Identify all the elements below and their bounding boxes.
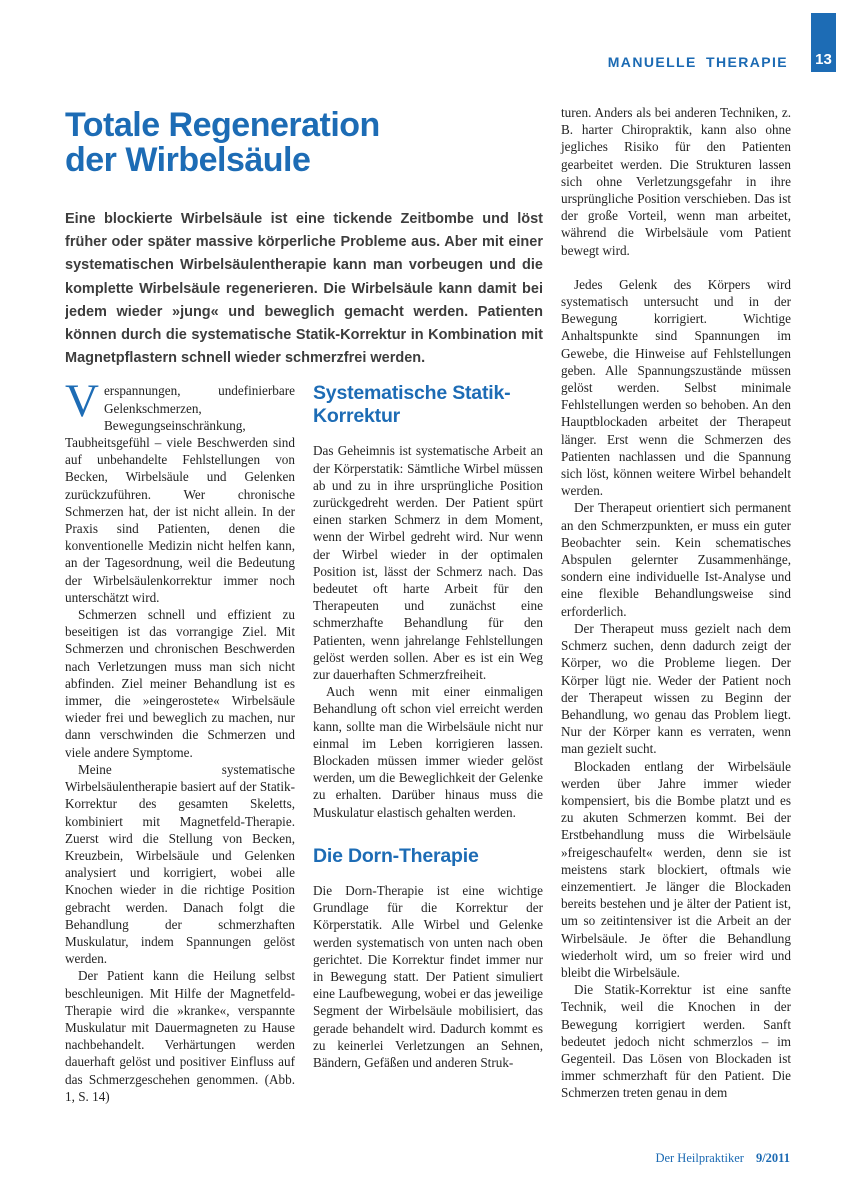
page-number-badge xyxy=(811,13,836,72)
lead-paragraph: Eine blockierte Wirbelsäule ist eine tickende Zeitbombe und löst früher oder später massive körperliche Probleme aus. Aber mit einer systematischen Wirbelsäulentherapie kann man vorbeugen und die komplette Wirbelsäule regenerieren. Die Wirbelsäule kann damit bei jedem wieder »jung« und beweglich gemacht werden. Patienten können durch die systematische Statik-Korrektur in Kombination mit Magnetpflastern schnell wieder schmerzfrei werden. xyxy=(65,211,543,367)
opening-paragraph xyxy=(65,375,295,606)
page-footer xyxy=(655,1151,790,1166)
paragraph: Der Therapeut orientiert sich permanent an den Schmerzpunkten, er muss ein guter Beobachter sein. Kein schematisches Abspulen gelernter Zusammenhänge, sondern eine individuelle Ist-Analyse und eine flexible Behandlungsweise sind erforderlich. xyxy=(561,500,791,619)
paragraph: turen. Anders als bei anderen Techniken, z. B. harter Chiropraktik, kann also ohne jegliches Risiko für den Patienten gearbeitet werden. Die Strukturen lassen sich ohne Verletzungsgefahr in ihre ursprüngliche Position verschieben. Das ist der große Vorteil, wenn man arbeitet, während die Wirbelsäule vom Patient bewegt wird. xyxy=(561,105,791,258)
article-title-line-2: der Wirbelsäule xyxy=(65,141,311,179)
article-title-line-1: Totale Regeneration xyxy=(65,106,380,144)
column-2 xyxy=(313,382,543,1105)
issue-number: 9/2011 xyxy=(755,1151,790,1165)
section-label: MANUELLE THERAPIE xyxy=(607,54,788,70)
paragraph: Auch wenn mit einer einmaligen Behandlung oft schon viel erreicht werden kann, sollte man die Wirbelsäule nicht nur einmal im Leben korrigieren lassen. Blockaden müssen immer wieder gelöst werden, um die Beweglichkeit der Gelenke zu erhalten. Darüber hinaus muss die Muskulatur elastisch gehalten werden. xyxy=(313,684,543,820)
opening-paragraph-text: erspannungen, undefinierbare Gelenkschmerzen, Bewegungseinschränkung, Taubheitsgefühl – viele Beschwerden sind auf unbehandelte Fehlstellungen von Becken, Wirbelsäule und Gelenken zurückzuführen. Wer chronische Schmerzen hat, der ist nicht allein. In der Praxis sind Patienten, denen die konventionelle Medizin nicht helfen kann, an der Tagesordnung, weil die Bedeutung der Wirbelsäulenkorrektur immer noch unterschätzt wird. xyxy=(65,383,295,605)
paragraph: Schmerzen schnell und effizient zu beseitigen ist das vorrangige Ziel. Mit Schmerzen und chronischen Beschwerden nach Verletzungen muss man sich nicht abfinden. Ziel meiner Behandlung ist es immer, die »eingerostete« Wirbelsäule wieder frei und beweglich zu machen, nur dann verschwinden die Schmerzen und viele andere Symptome. xyxy=(65,607,295,760)
paragraph: Die Statik-Korrektur ist eine sanfte Technik, weil die Knochen in der Bewegung korrigiert werden. Sanft bedeutet jedoch nicht schmerzlos – im Gegenteil. Das Lösen von Blockaden ist immer schmerzhaft für den Patient. Die Schmerzen treten genau in dem xyxy=(561,982,791,1101)
paragraph: Der Therapeut muss gezielt nach dem Schmerz suchen, denn dadurch zeigt der Körper, wo die Probleme liegen. Der Körper lügt nie. Weder der Patient noch der Therapeut wissen zu Beginn der Behandlung, wo genau das Problem liegt. Nur der Körper kann es verraten, wenn man gezielt sucht. xyxy=(561,620,791,757)
paragraph: Der Patient kann die Heilung selbst beschleunigen. Mit Hilfe der Magnetfeld-Therapie wird die »kranke«, verspannte Muskulatur mit Dauermagneten zu Hause nachbehandelt. Verhärtungen werden dauerhaft gelöst und positiver Einfluss auf das Schmerzgeschehen genommen. (Abb. 1, S. 14) xyxy=(65,968,295,1104)
column-3 xyxy=(561,104,791,1114)
paragraph: Die Dorn-Therapie ist eine wichtige Grundlage für die Korrektur der Körperstatik. Alle Wirbel und Gelenke werden systematisch von unten nach oben gerichtet. Die Korrektur findet immer nur in Bewegung statt. Der Patient simuliert eine Laufbewegung, wobei er das jeweilige Segment der Wirbelsäule mobilisiert, das gerade behandelt wird. Dadurch kommt es zu keinerlei Verletzungen an Sehnen, Bändern, Gefäßen und anderen Struk- xyxy=(313,882,543,1070)
drop-cap: V xyxy=(65,375,99,428)
article-left-block xyxy=(65,104,543,1114)
article-title xyxy=(65,108,543,178)
paragraph: Meine systematische Wirbelsäulentherapie basiert auf der Statik-Korrektur des gesamten Skeletts, kombiniert mit Magnetfeld-Therapie. Zuerst wird die Stellung von Becken, Kreuzbein, Wirbelsäule und Gelenken analysiert und korrigiert, wobei alle Knochen wieder in die richtige Position gebracht werden. Danach folgt die Behandlung der schmerzhaften Muskulatur, indem Spannungen gelöst werden. xyxy=(65,761,295,967)
subheading-dorn-therapie: Die Dorn-Therapie xyxy=(313,844,479,867)
subheading-statik-korrektur: Systematische Statik-Korrektur xyxy=(313,382,511,428)
paragraph: Das Geheimnis ist systematische Arbeit an der Körperstatik: Sämtliche Wirbel müssen ab und zu in ihre ursprüngliche Position zurückgedreht werden. Der Patient spürt einen starken Schmerz in dem Moment, wenn der Wirbel gedreht wird. Nur wenn der Wirbel wieder in der optimalen Position ist, lässt der Schmerz nach. Das bedeutet oft harte Arbeit für den Therapeuten und zunächst eine schmerzhafte Behandlung für den Patienten, wenn jahrelange Fehlstellungen gelöst werden sollen. Aber es ist ein Weg zur dauerhaften Schmerzfreiheit. xyxy=(313,443,543,683)
paragraph: Blockaden entlang der Wirbelsäule werden über Jahre immer wieder kompensiert, bis die Bombe platzt und es zu akuten Schmerzen kommt. Bei der Erstbehandlung muss die Wirbelsäule »freigeschaufelt« werden, denn sie ist meistens stark blockiert, oftmals wie einzementiert. Je länger die Blockaden bereits bestehen und je älter der Patient ist, um so zeitintensiver ist die Arbeit an der Wirbelsäule. Je öfter die Behandlung wiederholt wird, um so freier wird und bleibt die Wirbelsäule. xyxy=(561,758,791,980)
paragraph: Jedes Gelenk des Körpers wird systematisch untersucht und in der Bewegung korrigiert. Wichtige Anhaltspunkte sind Spannungen im Gewebe, die Hinweise auf Fehlstellungen geben. Alle Spannungszustände müssen gelöst werden. Selbst minimale Fehlstellungen werden so behoben. An den Hauptblockaden arbeitet der Therapeut länger. Erst wenn die Schmerzen des Patienten nachlassen und die Spannung sich löst, können weitere Wirbel behandelt werden. xyxy=(561,276,791,499)
article-body xyxy=(65,104,791,1114)
column-1 xyxy=(65,375,295,1105)
page-number: 13 xyxy=(815,51,832,68)
journal-name: Der Heilpraktiker xyxy=(655,1151,744,1165)
